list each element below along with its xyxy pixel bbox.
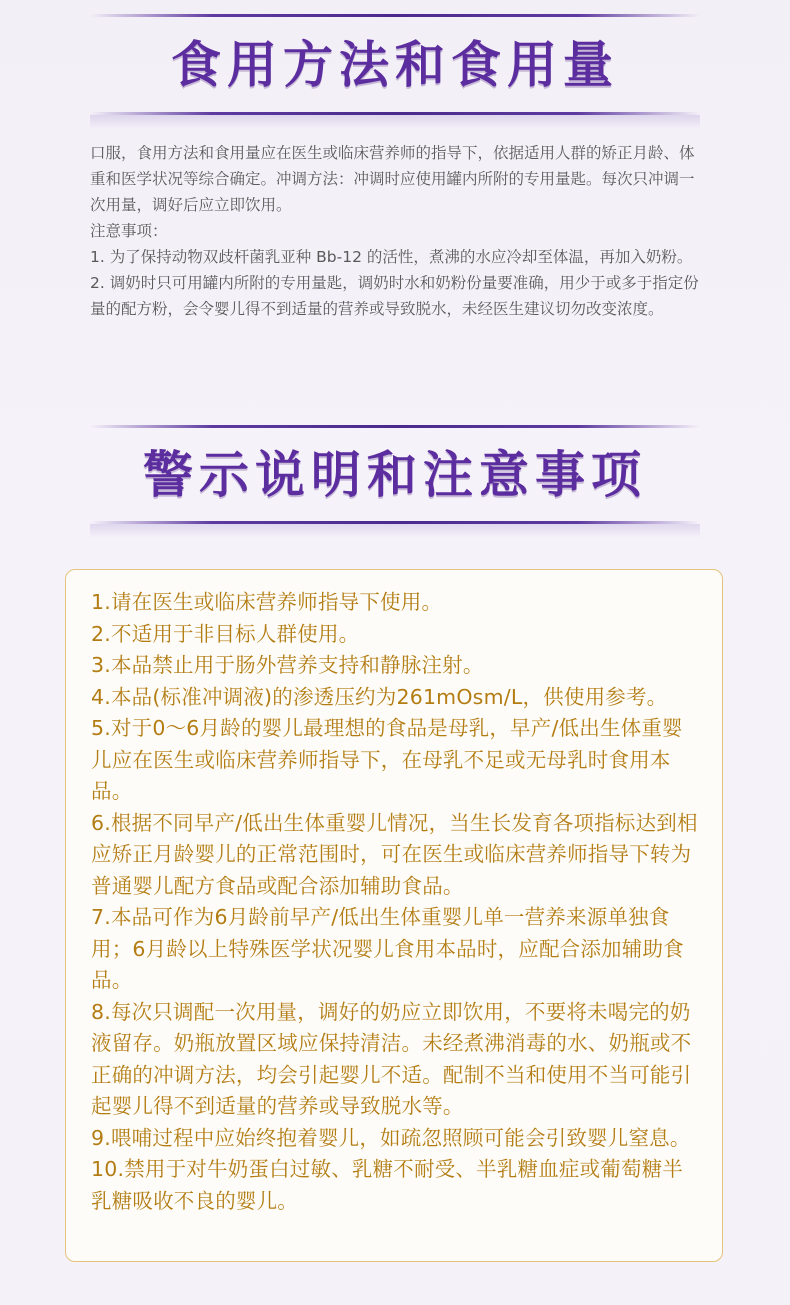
warning-item: 2.不适用于非目标人群使用。: [91, 621, 360, 646]
top-divider-upper: [90, 14, 700, 17]
usage-note-item: 1. 为了保持动物双歧杆菌乳亚种 Bb-12 的活性，煮沸的水应冷却至体温，再加入奶粉。: [90, 248, 693, 266]
warning-item: 4.本品(标准冲调液)的渗透压约为261mOsm/L，供使用参考。: [91, 684, 668, 709]
warning-item: 8.每次只调配一次用量，调好的奶应立即饮用，不要将未喝完的奶液留存。奶瓶放置区域应保持清洁。未经煮沸消毒的水、奶瓶或不正确的冲调方法，均会引起婴儿不适。配制不当和使用不当可能引起婴儿得不到适量的营养或导致脱水等。: [91, 999, 692, 1118]
warning-item: 9.喂哺过程中应始终抱着婴儿，如疏忽照顾可能会引致婴儿窒息。: [91, 1125, 691, 1150]
usage-notes-heading: 注意事项：: [90, 222, 168, 240]
warning-item: 6.根据不同早产/低出生体重婴儿情况，当生长发育各项指标达到相应矫正月龄婴儿的正常范围时，可在医生或临床营养师指导下转为普通婴儿配方食品或配合添加辅助食品。: [91, 810, 698, 898]
warning-section-title: 警示说明和注意事项: [143, 446, 647, 504]
warning-item: 7.本品可作为6月龄前早产/低出生体重婴儿单一营养来源单独食用；6月龄以上特殊医学状况婴儿食用本品时，应配合添加辅助食品。: [91, 905, 684, 992]
warning-item: 5.对于0～6月龄的婴儿最理想的食品是母乳，早产/低出生体重婴儿应在医生或临床营养师指导下，在母乳不足或无母乳时食用本品。: [91, 716, 683, 803]
top-divider-lower: [90, 112, 700, 115]
warning-item: 1.请在医生或临床营养师指导下使用。: [91, 590, 443, 614]
warning-item: 3.本品禁止用于肠外营养支持和静脉注射。: [91, 653, 484, 677]
warning-divider-upper: [90, 425, 700, 428]
usage-section-title: 食用方法和食用量: [171, 36, 619, 94]
usage-note-item: 2. 调奶时只可用罐内所附的专用量匙，调奶时水和奶粉份量要准确，用少于或多于指定份量的配方粉，会令婴儿得不到适量的营养或导致脱水，未经医生建议切勿改变浓度。: [90, 274, 699, 318]
usage-paragraph: 口服，食用方法和食用量应在医生或临床营养师的指导下，依据适用人群的矫正月龄、体重和医学状况等综合确定。冲调方法：冲调时应使用罐内所附的专用量匙。每次只冲调一次用量，调好后应立即饮用。: [90, 144, 695, 214]
warning-divider-lower: [90, 521, 700, 524]
usage-section-body: [90, 140, 708, 322]
warning-box: [65, 569, 723, 1262]
warning-item: 10.禁用于对牛奶蛋白过敏、乳糖不耐受、半乳糖血症或葡萄糖半乳糖吸收不良的婴儿。: [91, 1157, 684, 1213]
